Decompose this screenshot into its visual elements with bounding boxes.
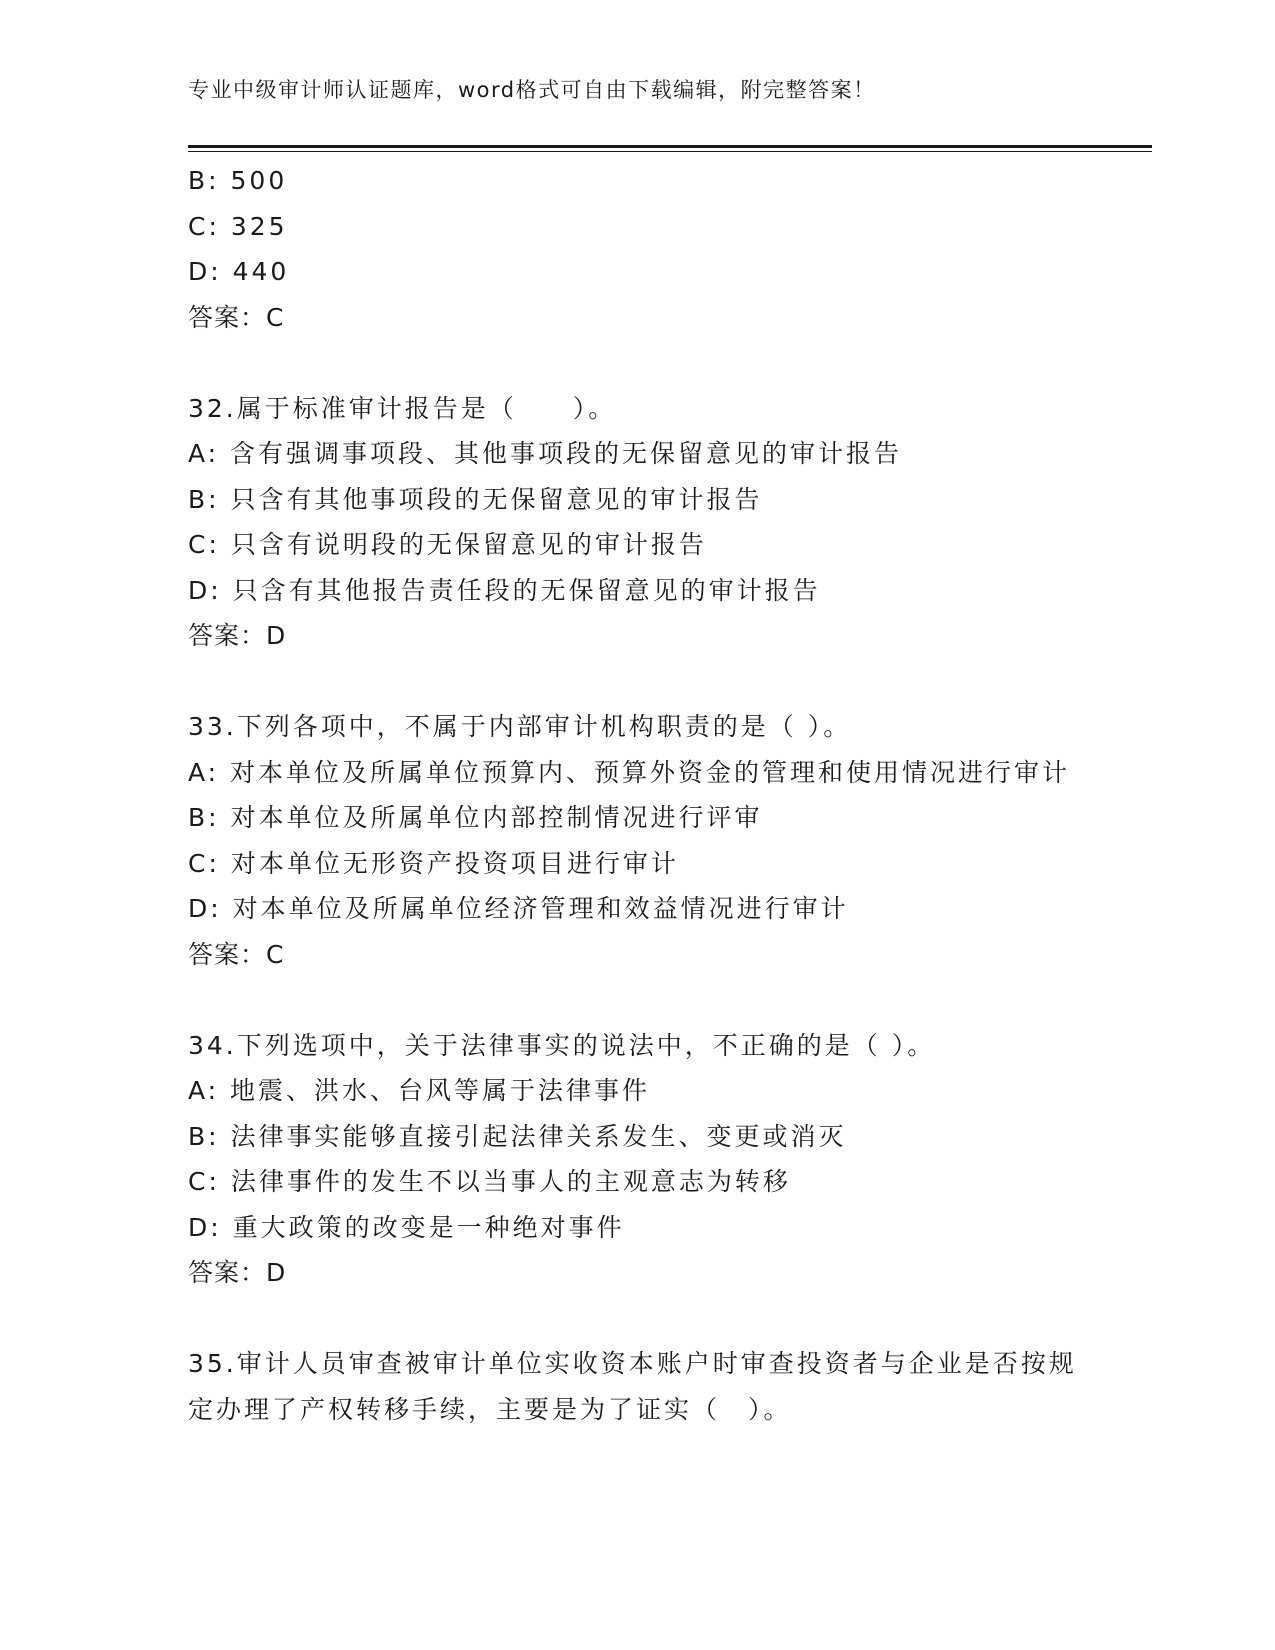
option-c: C: 只含有说明段的无保留意见的审计报告 [188, 530, 707, 559]
option-d: D: 只含有其他报告责任段的无保留意见的审计报告 [188, 575, 821, 605]
header-rule-thick [188, 145, 1152, 148]
spacer [188, 340, 1088, 386]
answer-label: 答案：C [188, 302, 285, 332]
option-b: B: 500 [188, 166, 288, 195]
spacer [188, 659, 1088, 705]
question-stem: 34.下列选项中，关于法律事实的说法中，不正确的是（ ）。 [188, 1030, 936, 1060]
option-d: D: 重大政策的改变是一种绝对事件 [188, 1212, 625, 1242]
option-a: A: 含有强调事项段、其他事项段的无保留意见的审计报告 [188, 439, 903, 468]
option-b: B: 对本单位及所属单位内部控制情况进行评审 [188, 803, 763, 832]
page-header: 专业中级审计师认证题库，word格式可自由下载编辑，附完整答案！ [188, 78, 876, 102]
option-a: A: 对本单位及所属单位预算内、预算外资金的管理和使用情况进行审计 [188, 757, 1071, 787]
header-rule-thin [188, 151, 1152, 152]
question-stem: 35.审计人员审查被审计单位实收资本账户时审查投资者与企业是否按规定办理了产权转移手续，主要是为了证实（ ）。 [188, 1349, 1077, 1424]
option-d: D: 对本单位及所属单位经济管理和效益情况进行审计 [188, 894, 849, 923]
answer-label: 答案：C [188, 939, 285, 969]
answer-label: 答案：D [188, 1258, 287, 1287]
option-a: A: 地震、洪水、台风等属于法律事件 [188, 1076, 651, 1105]
option-d: D: 440 [188, 257, 290, 286]
option-c: C: 对本单位无形资产投资项目进行审计 [188, 848, 679, 878]
option-b: B: 只含有其他事项段的无保留意见的审计报告 [188, 484, 763, 514]
option-c: C: 325 [188, 211, 288, 241]
option-b: B: 法律事实能够直接引起法律关系发生、变更或消灭 [188, 1121, 847, 1151]
question-stem: 32.属于标准审计报告是（ ）。 [188, 393, 617, 423]
spacer [188, 1296, 1088, 1342]
question-content [188, 158, 1088, 1432]
option-c: C: 法律事件的发生不以当事人的主观意志为转移 [188, 1167, 791, 1196]
spacer [188, 977, 1088, 1023]
question-stem: 33.下列各项中，不属于内部审计机构职责的是（ ）。 [188, 712, 852, 741]
answer-label: 答案：D [188, 621, 287, 650]
